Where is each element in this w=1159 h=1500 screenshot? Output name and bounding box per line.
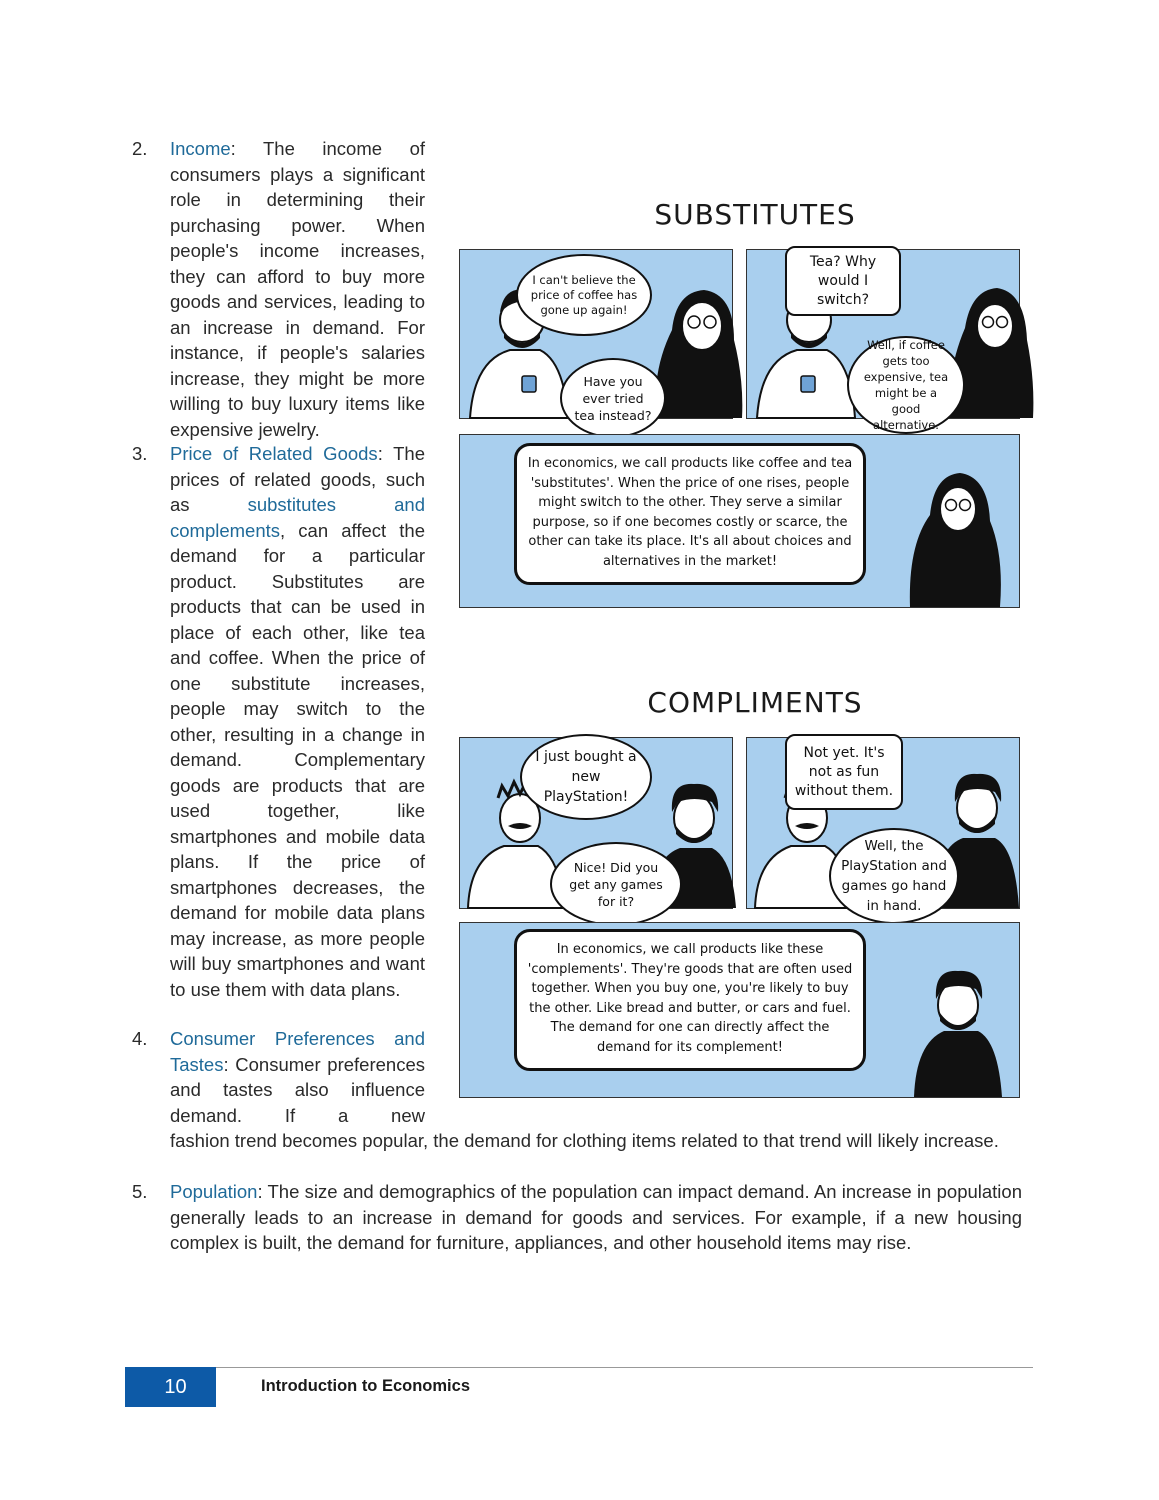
comic-title-substitutes: SUBSTITUTES bbox=[654, 198, 856, 231]
term-substitutes-complements: substitutes and complements bbox=[170, 494, 425, 541]
footer-book-title: Introduction to Economics bbox=[261, 1377, 470, 1395]
speech-bubble-man: Not yet. It's not as fun without them. bbox=[785, 734, 903, 810]
woman-in-hijab-figure bbox=[900, 435, 1010, 607]
comic1-panel3 bbox=[459, 434, 1020, 608]
comic2-panel1 bbox=[459, 737, 733, 909]
term-population: Population bbox=[170, 1181, 258, 1202]
term-preferences: Consumer Preferences and Tastes bbox=[170, 1028, 425, 1075]
narration-box: In economics, we call products like these 'complements'. They're goods that are often used together. When you buy one, you're likely to buy the other. Like bread and butter, or cars and fuel. The demand for one can directly affect the demand for its complement! bbox=[514, 929, 866, 1071]
speech-bubble-man: Tea? Why would I switch? bbox=[785, 246, 901, 316]
comic1-panel2 bbox=[746, 249, 1020, 432]
item-number: 2. bbox=[132, 138, 148, 159]
narration-box: In economics, we call products like coffee and tea 'substitutes'. When the price of one rises, people might switch to the other. They serve a similar purpose, so if one becomes costly or scarce, the other can take its place. It's all about choices and alternatives in the market! bbox=[514, 443, 866, 585]
speech-bubble-man: I can't believe the price of coffee has gone up again! bbox=[516, 254, 652, 336]
item-text: Price of Related Goods: The prices of related goods, such as substitutes and complements, can affect the demand for a particular product. Substitutes are products that can be used in place of each other, like tea and coffee. When the price of one substitute increases, people may switch to the other, resulting in a change in demand. Complementary goods are products that are used together, like smartphones and mobile data plans. If the price of smartphones decreases, the demand for mobile data plans may increase, as more people will buy smartphones and want to use them with data plans. bbox=[170, 443, 425, 1000]
item-text: Population: The size and demographics of the population can impact demand. An increase in population generally leads to an increase in demand for goods and services. For example, if a new housing complex is built, the demand for furniture, appliances, and other household items may rise. bbox=[170, 1181, 1022, 1253]
footer-divider bbox=[125, 1367, 1033, 1368]
speech-bubble-woman: Have you ever tried tea instead? bbox=[560, 358, 666, 438]
comic2-panel2 bbox=[746, 737, 1020, 914]
page-number: 10 bbox=[125, 1367, 216, 1407]
item-text-continued: fashion trend becomes popular, the demand for clothing items related to that trend will likely increase. bbox=[170, 1130, 999, 1151]
term-related-goods: Price of Related Goods bbox=[170, 443, 378, 464]
item-number: 5. bbox=[132, 1181, 148, 1202]
speech-bubble-woman: Well, if coffee gets too expensive, tea might be a good alternative. bbox=[847, 336, 965, 434]
term-income: Income bbox=[170, 138, 231, 159]
man-with-beard-figure bbox=[906, 923, 1006, 1097]
item-number: 4. bbox=[132, 1028, 148, 1049]
speech-bubble-friend: Nice! Did you get any games for it? bbox=[550, 842, 682, 926]
speech-bubble-friend: Well, the PlayStation and games go hand in hand. bbox=[829, 828, 959, 924]
item-text: Consumer Preferences and Tastes: Consumer preferences and tastes also influence demand. If a new bbox=[170, 1028, 425, 1126]
comic-title-compliments: COMPLIMENTS bbox=[647, 686, 863, 719]
item-text: Income: The income of consumers plays a significant role in determining their purchasing power. When people's income increases, they can afford to buy more goods and services, leading to an increase in demand. For instance, if people's salaries increase, they might be more willing to buy luxury items like expensive jewelry. bbox=[170, 138, 425, 440]
comic2-panel3 bbox=[459, 922, 1020, 1098]
speech-bubble-man: I just bought a new PlayStation! bbox=[520, 734, 652, 820]
item-number: 3. bbox=[132, 443, 148, 464]
comic1-panel1 bbox=[459, 249, 733, 423]
